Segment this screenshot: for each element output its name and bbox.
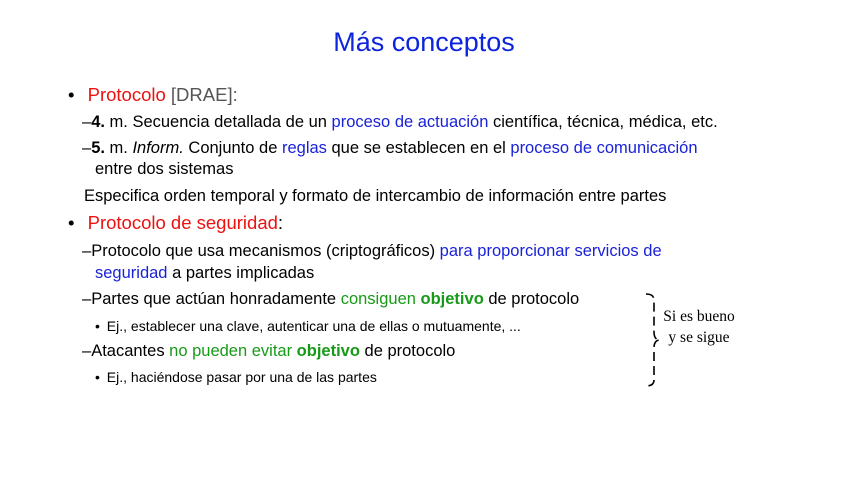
definition-text: m. Secuencia detallada de un xyxy=(104,113,332,131)
sub-bullet: • xyxy=(95,369,100,385)
protocolo-term: Protocolo xyxy=(87,84,166,105)
dash: – xyxy=(82,139,92,157)
bold-objetivo: objetivo xyxy=(420,290,484,308)
green-consiguen: consiguen xyxy=(340,290,421,308)
highlight-seguridad: seguridad xyxy=(95,264,168,282)
dash: – xyxy=(82,113,92,131)
definition-number: 4. xyxy=(91,113,105,131)
seguridad-item-1-continued xyxy=(95,264,314,283)
side-note: Si es bueno y se sigue xyxy=(663,308,735,346)
curly-brace-icon xyxy=(638,292,660,388)
bold-objetivo: objetivo xyxy=(296,342,360,360)
definition-4 xyxy=(82,113,718,132)
item-text: de protocolo xyxy=(359,342,456,360)
protocolo-note: Especifica orden temporal y formato de intercambio de información entre partes xyxy=(84,187,667,205)
dash: – xyxy=(82,242,92,260)
sub-bullet: • xyxy=(95,318,100,334)
colon: : xyxy=(277,212,284,233)
seguridad-item-1 xyxy=(82,242,662,261)
drae-source: [DRAE]: xyxy=(165,84,238,105)
bullet: • xyxy=(68,212,75,233)
definition-5 xyxy=(82,139,698,158)
seguridad-item-2-example xyxy=(95,318,521,334)
seguridad-term: Protocolo de seguridad xyxy=(87,212,278,233)
definition-text: científica, técnica, médica, etc. xyxy=(488,113,718,131)
item-text: Protocolo que usa mecanismos (criptográficos) xyxy=(91,242,440,260)
slide-title: Más conceptos xyxy=(333,27,515,57)
seguridad-item-2 xyxy=(82,290,579,309)
definition-text: m. xyxy=(104,139,133,157)
green-no-pueden-evitar: no pueden evitar xyxy=(169,342,297,360)
definition-5-continued: entre dos sistemas xyxy=(95,160,234,178)
example-text: Ej., haciéndose pasar por una de las partes xyxy=(106,369,377,385)
seguridad-item-3-example xyxy=(95,369,377,385)
protocolo-bullet-line xyxy=(68,84,238,106)
highlight-proceso-comunicacion: proceso de comunicación xyxy=(510,139,698,157)
item-text: de protocolo xyxy=(483,290,580,308)
highlight-reglas: reglas xyxy=(281,139,327,157)
highlight-proceso-actuacion: proceso de actuación xyxy=(331,113,489,131)
dash: – xyxy=(82,342,92,360)
bullet: • xyxy=(68,84,75,105)
definition-number: 5. xyxy=(91,139,105,157)
item-text: Partes que actúan honradamente xyxy=(91,290,341,308)
highlight-servicios: para proporcionar servicios de xyxy=(439,242,662,260)
abbr-inform: Inform. xyxy=(132,139,184,157)
example-text: Ej., establecer una clave, autenticar una de ellas o mutuamente, ... xyxy=(106,318,521,334)
definition-text: Conjunto de xyxy=(183,139,282,157)
dash: – xyxy=(82,290,92,308)
seguridad-bullet-line xyxy=(68,212,283,234)
item-text: Atacantes xyxy=(91,342,170,360)
seguridad-item-3 xyxy=(82,342,455,361)
definition-text: que se establecen en el xyxy=(326,139,511,157)
item-text: a partes implicadas xyxy=(167,264,315,282)
